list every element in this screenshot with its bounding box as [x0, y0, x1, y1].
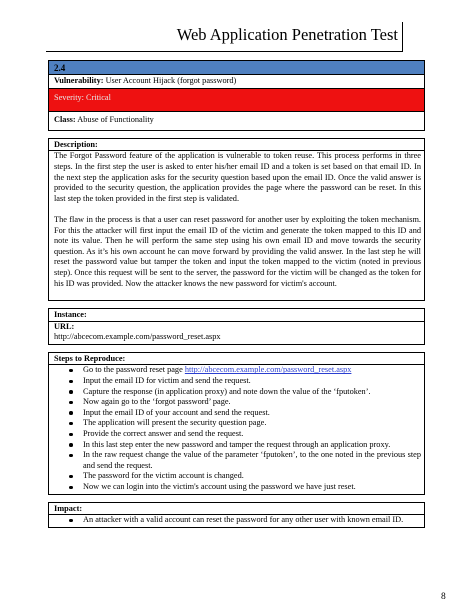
list-item: Provide the correct answer and send the request. — [83, 429, 421, 440]
steps-label: Steps to Reproduce: — [49, 354, 424, 366]
finding-id: 2.4 — [54, 63, 66, 73]
header-vertical-rule — [402, 22, 403, 52]
instance-label: Instance: — [49, 310, 424, 322]
header-horizontal-rule — [46, 51, 403, 52]
page-number: 8 — [441, 592, 446, 602]
impact-section — [48, 502, 425, 528]
list-item — [83, 365, 421, 376]
steps-section — [48, 352, 425, 495]
steps-list — [54, 365, 421, 492]
vulnerability-label: Vulnerability: — [54, 76, 104, 85]
list-item: Now again go to the ‘forgot password’ page. — [83, 397, 421, 408]
finding-id-bar — [48, 60, 425, 75]
list-item: In this last step enter the new password and tamper the request through an application proxy. — [83, 440, 421, 451]
list-item: The application will present the security question page. — [83, 418, 421, 429]
description-label: Description: — [49, 140, 424, 152]
finding-table — [48, 60, 425, 528]
class-label: Class: — [54, 115, 76, 125]
description-paragraph-2: The flaw in the process is that a user can reset password for another user by exploiting the token mechanism. For this the attacker will first input the email ID of the victim and generate the token mapped to this ID and note its value. Then he will perform the same step using his own email ID and move towards the security question. As it’s his own account he can move forward by providing the valid answer. In the last step he will reset the password value but tamper the token and input the token mapped to the victim (noted in previous step). Once this request will be sent to the server, the password for the victim will be changed as the token for his ID was provided. Now the attacker knows the new password for victim's account. — [54, 214, 421, 288]
class-value: Abuse of Functionality — [77, 115, 154, 125]
severity-bar — [48, 89, 425, 113]
list-item: Input the email ID of your account and send the request. — [83, 408, 421, 419]
url-label: URL: — [54, 321, 75, 331]
header-title: Web Application Penetration Test — [176, 25, 398, 44]
list-item: Capture the response (in application proxy) and note down the value of the ‘fputoken’. — [83, 387, 421, 398]
class-row — [48, 112, 425, 131]
list-item: In the raw request change the value of the parameter ‘fputoken’, to the one noted in the previous step and send the request. — [83, 450, 421, 470]
url-value: http://abcecom.example.com/password_reset.aspx — [54, 332, 221, 342]
step-1-text: Go to the password reset page — [83, 365, 185, 375]
impact-list — [54, 515, 421, 526]
instance-section — [48, 308, 425, 345]
list-item: Now we can login into the victim's account using the password we have just reset. — [83, 482, 421, 493]
list-item: Input the email ID for victim and send the request. — [83, 376, 421, 387]
description-paragraph-1: The Forgot Password feature of the application is vulnerable to token reuse. This process performs in three steps. In the first step the user is asked to enter his/her email ID and a token is set based on that email ID. In the next step the application asks for the security question based upon the email ID. Once the valid answer is provided to the security question, the application provides the page where the password can be reset. In this last step the token provided in the first step is validated. — [54, 151, 421, 203]
list-item: An attacker with a valid account can reset the password for any other user with known email ID. — [83, 515, 421, 526]
list-item: The password for the victim account is changed. — [83, 471, 421, 482]
impact-label: Impact: — [49, 504, 424, 516]
description-section — [48, 138, 425, 301]
severity-text: Severity: Critical — [54, 92, 111, 102]
vulnerability-value: User Account Hijack (forgot password) — [105, 76, 237, 85]
password-reset-link[interactable]: http://abcecom.example.com/password_reset.aspx — [184, 365, 352, 375]
vulnerability-row — [48, 75, 425, 89]
